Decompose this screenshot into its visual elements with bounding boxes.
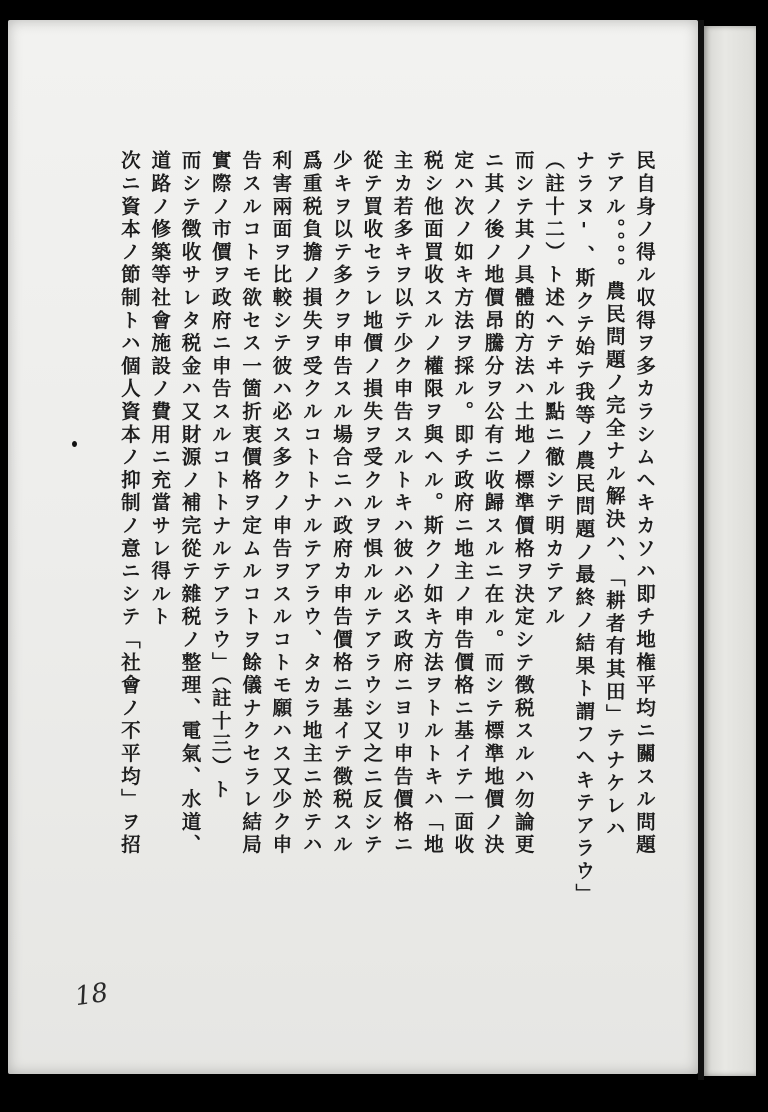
text-column: 民自身ノ得ル収得ヲ多カラシムヘキカソハ即チ地権平均ニ關スル問題 <box>633 150 656 857</box>
margin-ink-dot <box>72 441 77 447</box>
text-column: 告スルコトモ欲セス一箇折衷價格ヲ定ムルコトヲ餘儀ナクセラレ結局 <box>239 150 263 857</box>
text-column: 而シテ徴收サレタ税金ハ又財源ノ補完從テ雜税ノ整理、電氣、水道、 <box>178 150 202 857</box>
text-column: 從テ買收セラレ地價ノ損失ヲ受クルヲ惧ルルテアラウシ又之ニ反シテ <box>360 150 384 857</box>
book-page <box>8 20 698 1074</box>
text-column: 道路ノ修築等社會施設ノ費用ニ充當サレ得ルト <box>148 150 172 629</box>
text-column: 次ニ資本ノ節制トハ個人資本ノ抑制ノ意ニシテ「社會ノ不平均」ヲ招 <box>117 150 141 857</box>
text-column: 主カ若多キヲ以テ少ク申告スルトキハ彼ハ必ス政府ニヨリ申告價格ニ <box>390 150 414 857</box>
text-column: （註十二）ト述ヘテヰル點ニ徹シテ明カテアル <box>542 150 566 629</box>
text-column: ニ其ノ後ノ地價昂騰分ヲ公有ニ收歸スルニ在ル。而シテ標準地價ノ決 <box>481 150 505 857</box>
text-column: 而シテ其ノ具體的方法ハ土地ノ標準價格ヲ決定シテ徴税スルハ勿論更 <box>511 150 535 857</box>
text-column: 利害兩面ヲ比較シテ彼ハ必ス多クノ申告ヲスルコトモ願ハス又少ク申 <box>269 150 293 857</box>
text-column: ナラヌ'、斯クテ始テ我等ノ農民問題ノ最終ノ結果ト謂フヘキテアラウ」 <box>572 150 596 906</box>
text-column: テアル。。。。農民問題ノ完全ナル解決ハ、「耕者有其田」テナケレハ <box>602 150 626 841</box>
text-column: 少キヲ以テ多クヲ申告スル場合ニハ政府カ申告價格ニ基イテ徴税スル <box>330 150 353 857</box>
text-column: 爲重税負擔ノ損失ヲ受クルコトトナルテアラウ、タカラ地主ニ於テハ <box>299 150 323 857</box>
text-column: 實際ノ市價ヲ政府ニ申告スルコトトナルテアラウ」（註十三）ト <box>208 150 232 802</box>
next-page-edge <box>704 26 756 1076</box>
page-number: 18 <box>73 977 111 1013</box>
text-column: 定ハ次ノ如キ方法ヲ採ル。即チ政府ニ地主ノ申告價格ニ基イテ一面收 <box>451 150 475 857</box>
text-column: 税シ他面買收スルノ權限ヲ與ヘル。斯クノ如キ方法ヲトルトキハ「地 <box>420 150 444 857</box>
